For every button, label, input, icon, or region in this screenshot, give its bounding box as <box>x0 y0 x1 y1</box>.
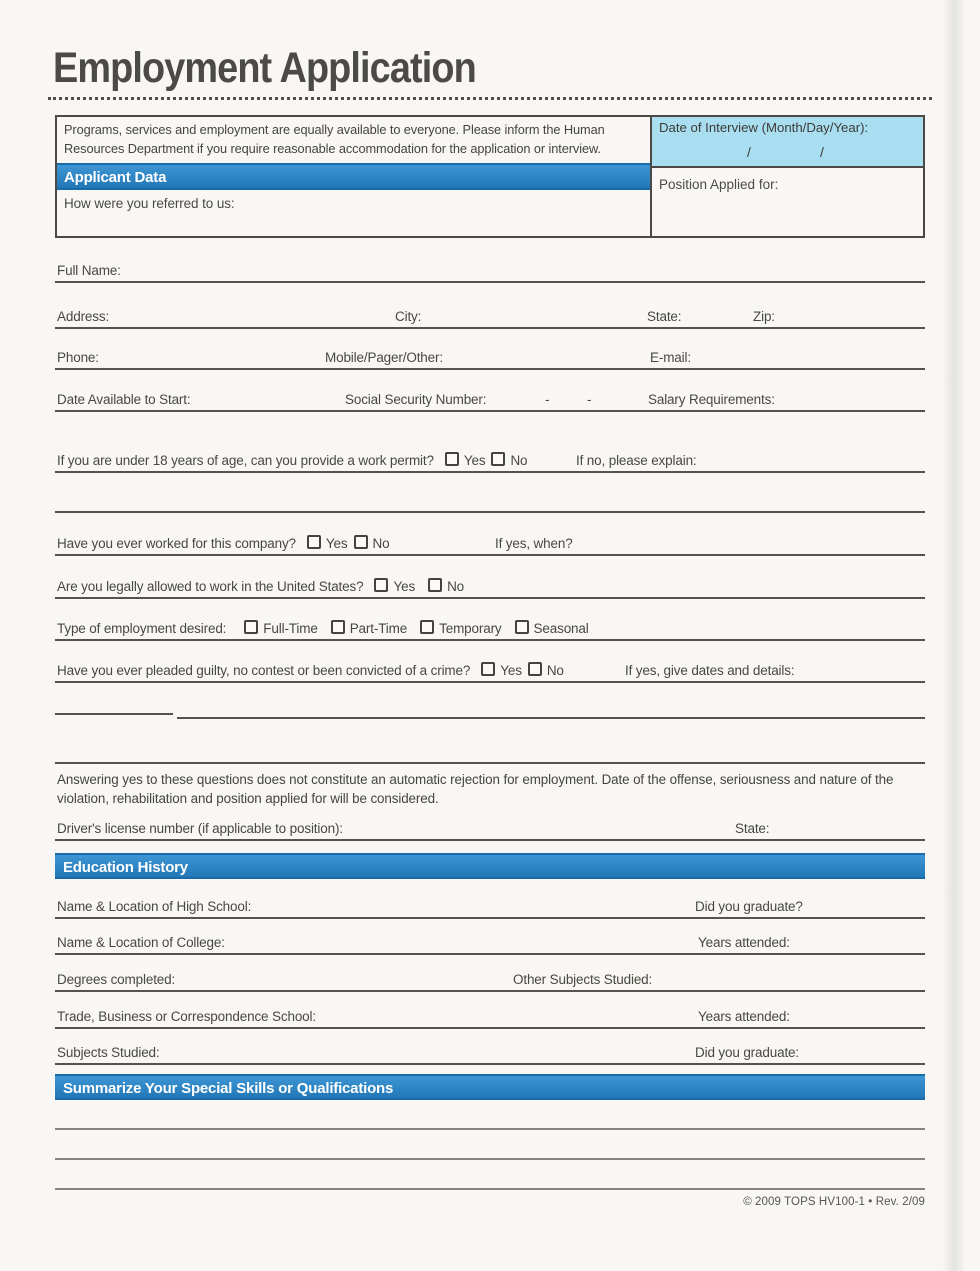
crime-details-line-1[interactable] <box>177 693 925 719</box>
high-school-label: Name & Location of High School: <box>57 899 252 914</box>
scan-edge-shadow <box>942 0 964 1271</box>
crime-details-line-left[interactable] <box>55 689 173 715</box>
crime-followup-label: If yes, give dates and details: <box>625 663 795 678</box>
worked-company-question-text: Have you ever worked for this company? <box>57 536 296 551</box>
trade-school-field[interactable] <box>55 1003 925 1029</box>
crime-no-checkbox[interactable] <box>528 662 542 676</box>
legal-work-question-text: Are you legally allowed to work in the United States? <box>57 579 364 594</box>
crime-yes-checkbox[interactable] <box>481 662 495 676</box>
employment-type-group <box>57 620 589 636</box>
applicant-data-box <box>55 115 652 238</box>
college-label: Name & Location of College: <box>57 935 225 950</box>
work-permit-followup-label: If no, please explain: <box>576 453 697 468</box>
degrees-label: Degrees completed: <box>57 972 176 987</box>
equal-opportunity-notice: Programs, services and employment are equally available to everyone. Please inform the Human Resources Department if you require reasonable accommodation for the application or interview. <box>64 122 605 157</box>
trade-years-label: Years attended: <box>698 1009 790 1024</box>
work-permit-yes-checkbox[interactable] <box>445 452 459 466</box>
full-time-label: Full-Time <box>263 621 318 636</box>
seasonal-label: Seasonal <box>533 621 589 636</box>
page-title: Employment Application <box>53 44 476 92</box>
part-time-label: Part-Time <box>349 621 408 636</box>
section-header-applicant-data: Applicant Data <box>57 163 650 190</box>
date-available-field[interactable] <box>55 386 925 412</box>
temporary-checkbox[interactable] <box>420 620 434 634</box>
date-of-interview-label: Date of Interview (Month/Day/Year): <box>659 120 869 135</box>
seasonal-checkbox[interactable] <box>515 620 529 634</box>
section-header-skills: Summarize Your Special Skills or Qualifications <box>55 1074 925 1100</box>
salary-label: Salary Requirements: <box>648 392 775 407</box>
yes-label: Yes <box>500 663 522 678</box>
address-label: Address: <box>57 309 110 324</box>
work-permit-question-text: If you are under 18 years of age, can you provide a work permit? <box>57 453 434 468</box>
worked-company-followup-label: If yes, when? <box>495 536 573 551</box>
city-label: City: <box>395 309 422 324</box>
referred-label: How were you referred to us: <box>64 196 235 211</box>
employment-type-row[interactable] <box>55 615 925 641</box>
legal-work-question <box>57 578 464 594</box>
license-field[interactable] <box>55 815 925 841</box>
date-slash-1: / <box>747 144 751 160</box>
work-permit-question-row[interactable] <box>55 447 925 473</box>
ssn-dash-2: - <box>587 392 592 407</box>
work-permit-no-checkbox[interactable] <box>491 452 505 466</box>
full-name-label: Full Name: <box>57 263 121 278</box>
subjects-label: Subjects Studied: <box>57 1045 160 1060</box>
trade-school-label: Trade, Business or Correspondence School: <box>57 1009 316 1024</box>
college-field[interactable] <box>55 929 925 955</box>
crime-question-text: Have you ever pleaded guilty, no contest or been convicted of a crime? <box>57 663 471 678</box>
email-label: E-mail: <box>650 350 691 365</box>
no-label: No <box>372 536 390 551</box>
mobile-label: Mobile/Pager/Other: <box>325 350 443 365</box>
license-label: Driver's license number (if applicable to position): <box>57 821 343 836</box>
temporary-label: Temporary <box>439 621 502 636</box>
worked-company-no-checkbox[interactable] <box>354 535 368 549</box>
worked-company-yes-checkbox[interactable] <box>307 535 321 549</box>
ssn-label: Social Security Number: <box>345 392 487 407</box>
no-label: No <box>447 579 465 594</box>
no-label: No <box>510 453 528 468</box>
yes-label: Yes <box>325 536 348 551</box>
date-slash-2: / <box>820 144 824 160</box>
legal-work-no-checkbox[interactable] <box>428 578 442 592</box>
position-applied-label: Position Applied for: <box>659 177 779 192</box>
subjects-field[interactable] <box>55 1039 925 1065</box>
high-school-grad-label: Did you graduate? <box>695 899 803 914</box>
work-permit-explain-line[interactable] <box>55 487 925 513</box>
college-years-label: Years attended: <box>698 935 790 950</box>
subjects-grad-label: Did you graduate: <box>695 1045 800 1060</box>
section-header-education-history: Education History <box>55 853 925 879</box>
state-label: State: <box>647 309 682 324</box>
degrees-field[interactable] <box>55 966 925 992</box>
employment-type-label: Type of employment desired: <box>57 621 227 636</box>
no-label: No <box>546 663 564 678</box>
high-school-field[interactable] <box>55 893 925 919</box>
copyright-footer: © 2009 TOPS HV100-1 • Rev. 2/09 <box>743 1196 925 1208</box>
ssn-dash-1: - <box>545 392 550 407</box>
skills-line-2[interactable] <box>55 1134 925 1160</box>
full-name-field[interactable] <box>55 257 925 283</box>
worked-company-question-row[interactable] <box>55 530 925 556</box>
license-state-label: State: <box>735 821 770 836</box>
work-permit-question <box>57 452 527 468</box>
yes-label: Yes <box>393 579 416 594</box>
crime-question-row[interactable] <box>55 657 925 683</box>
date-available-label: Date Available to Start: <box>57 392 191 407</box>
date-of-interview-area[interactable] <box>652 117 923 168</box>
skills-line-3[interactable] <box>55 1164 925 1190</box>
crime-question <box>57 662 564 678</box>
title-dotted-rule <box>48 97 932 100</box>
phone-label: Phone: <box>57 350 99 365</box>
yes-label: Yes <box>463 453 486 468</box>
legal-work-question-row[interactable] <box>55 573 925 599</box>
skills-line-1[interactable] <box>55 1104 925 1130</box>
crime-details-line-2[interactable] <box>55 738 925 764</box>
address-field[interactable] <box>55 303 925 329</box>
legal-work-yes-checkbox[interactable] <box>374 578 388 592</box>
other-subjects-label: Other Subjects Studied: <box>513 972 653 987</box>
full-time-checkbox[interactable] <box>244 620 258 634</box>
part-time-checkbox[interactable] <box>331 620 345 634</box>
interview-box <box>650 115 925 238</box>
zip-label: Zip: <box>753 309 775 324</box>
worked-company-question <box>57 535 389 551</box>
disclaimer-paragraph: Answering yes to these questions does not constitute an automatic rejection for employment. Date of the offense, seriousness and nature of the violation, rehabilitation and position applied for will be considered. <box>57 772 894 807</box>
phone-field[interactable] <box>55 344 925 370</box>
